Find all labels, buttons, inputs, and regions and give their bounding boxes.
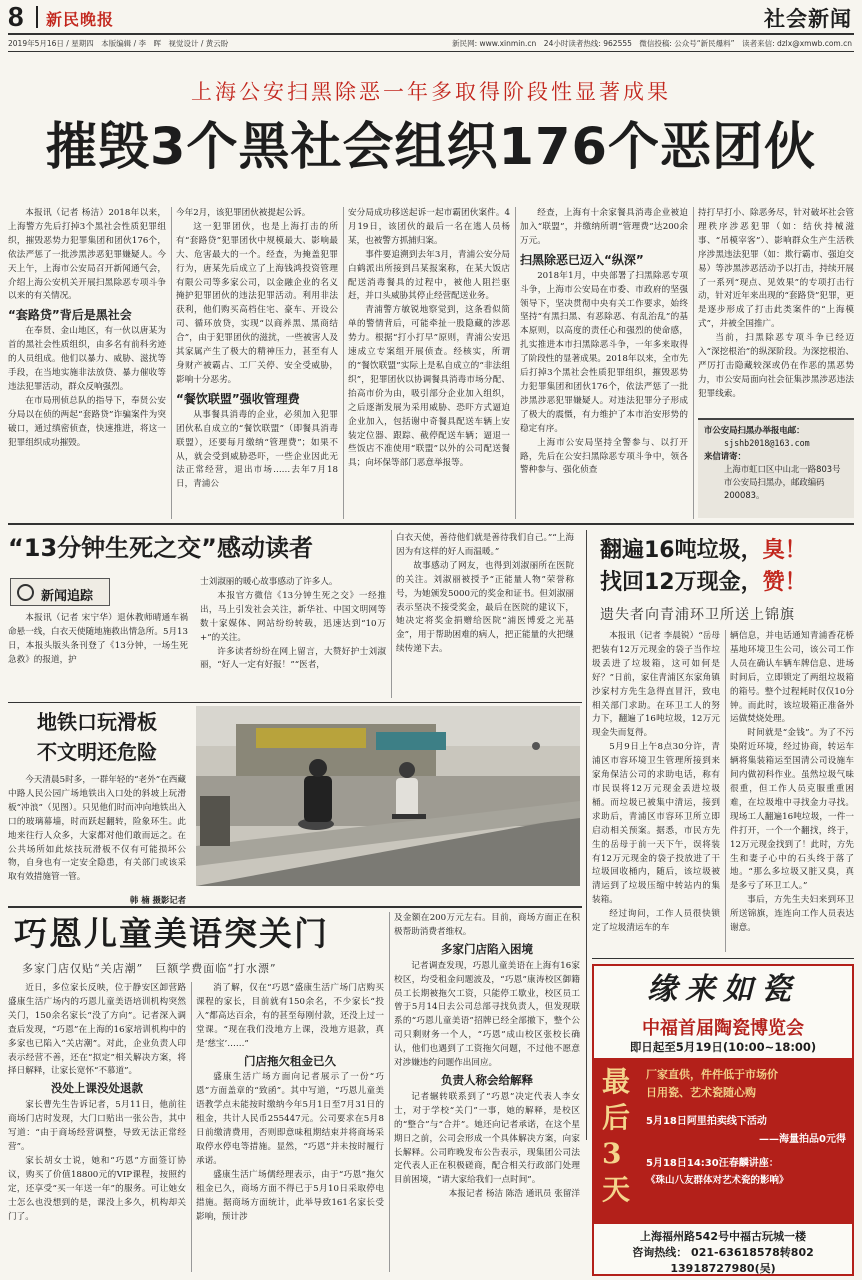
lead-paragraph: 事件要追溯到去年3月，青浦公安分局白鹤派出所接到吕某报案称，在某大饭店配送消毒餐具的过程中，被他人阻拦驱赶，并口头威胁其停止经营配送业务。: [348, 249, 510, 302]
ad-hotline: 咨询热线： 021-63618578转802: [632, 1246, 814, 1259]
trash-paragraph: 本报讯（记者 李晨锐）“岳母把装有12万元现金的袋子当作垃圾丢进了垃圾箱，这可如何是好？”日前，家住青浦区东家角镇沙家村方先生急得直冒汗，致电相关部门求助。在环卫工人的努力下，翻遍了16吨垃圾，12万元现金失而复得。: [592, 631, 720, 739]
story13-paragraph: 士刘淑丽的暖心故事感动了许多人。: [200, 577, 338, 587]
section-rule: [592, 958, 854, 959]
ad-big-chars: 最后3天: [602, 1065, 631, 1206]
tip-box: [698, 418, 854, 518]
story13-paragraph: 许多读者纷纷在网上留言，大赞好护士刘淑丽，“好人一定有好报！”“医者，: [200, 646, 386, 671]
ceramics-ad: [592, 964, 854, 1276]
story13-column-2: [200, 576, 386, 700]
paper-name: 新民晚报: [46, 10, 115, 29]
trash-paragraph: 5月9日上午8点30分许，青浦区市容环境卫生管理所接到来家角保洁公司的求助电话，称有市民误将12万元现金丢进垃圾桶。而垃圾已被集中清运，接到求助后，青浦区市容环卫所立即启动相关预案。据悉，市民方先生的岳母于前一天下午，误将装有12万元现金的袋子投放进了干垃圾回收桶内，随后，该垃圾被清运到了垃圾压缩中转站内的集装箱。: [592, 742, 720, 906]
section-rule: [8, 702, 582, 703]
qiaoen-paragraph: 盛康生活广场儒经理表示，由于“巧恩”拖欠租金已久，商场方面不得已于5月10日采取停电措施。据商场方面统计，此举导致161名家长受影响，预计涉: [196, 1169, 384, 1222]
page-number: 8: [8, 1, 24, 32]
ad-title: 中福首届陶瓷博览会: [642, 1018, 804, 1039]
tip-mail-title: 来信请寄：: [704, 451, 746, 461]
qiaoen-paragraph: 家长曹先生告诉记者，5月11日，他前往商场门店时发现，大门口贴出一张公告，其中写道：“由于商场经营调整，导致无法正常经营”。: [8, 1100, 186, 1152]
column-rule: [515, 207, 516, 519]
lead-paragraph: 这一犯罪团伙，也是上海打击的所有“套路贷”犯罪团伙中规模最大、影响最大、危害最大的一个。经查，为掩盖犯罪行为，唐某先后成立了上海钱鸿投资管理有限公司等多家公司，以金融企业的名义掩护犯罪团伙的违法犯罪活动。利用非法获利，他们购买高档住宅、豪车、开设公司、循环放贷，实现“以商养黑、黑商结合”，由于犯罪团伙的滋扰，一些被害人及其家属产生了极大的精神压力，甚至有人身财产被霸占、工厂关停、安全受威胁，影响十分恶劣。: [176, 221, 338, 385]
trash-headline-text-1: 翻遍16吨垃圾，: [600, 538, 763, 563]
column-rule: [586, 530, 587, 1140]
trash-paragraph: 辆信息，并电话通知青浦香花桥基地环境卫生公司，该公司工作人员在确认车辆车牌信息、进场时间后，立即锁定了两组垃圾箱的箱号。整个过程耗时仅仅10分钟。而此时，该垃圾箱正准备外运做焚烧处理。: [730, 631, 854, 725]
qiaoen-subhead-1: 没处上课没处退款: [51, 1081, 143, 1096]
tip-mail-address: 上海市虹口区中山北一路803号市公安局扫黑办，邮政编码200083。: [724, 464, 841, 500]
ad-dates: 即日起至5月19日(10:00~18:00): [629, 1040, 817, 1054]
story13-paragraph: 本报官方微信《13分钟生死之交》一经推出，马上引发社会关注，新华社、中国文明网等数十家媒体、网站纷纷转载，迅速达到“10万+”的关注。: [200, 590, 386, 643]
qiaoen-subhead-2: 门店拖欠租金已久: [244, 1053, 336, 1068]
column-rule: [391, 530, 392, 698]
story13-paragraph: 白衣天使，善待他们就是善待我们自己。”“上海因为有这样的好人而温暖。”: [396, 533, 574, 557]
badge-circle-icon: [17, 584, 34, 601]
lead-paragraph: 本报讯（记者 杨洁）2018年以来，上海警方先后打掉3个黑社会性质犯罪组织，摧毁恶势力犯罪集团和团伙176个，依法严惩了一批涉黑涉恶犯罪嫌疑人。今天上午，上海市公安局召开新闻通气会，介绍上海公安机关开展扫黑除恶专项斗争以来的有关情况。: [8, 208, 166, 302]
lead-paragraph: 在市局刑侦总队的指导下，奉贤公安分局以在侦的两起“套路贷”诈骗案件为突破口，通过缜密侦查，快速推进，将这一犯罪组织成功摧毁。: [8, 395, 166, 448]
trash-headline-emphasis-1: 臭！: [762, 538, 807, 563]
metro-body: [8, 774, 186, 892]
section-rule: [8, 906, 582, 908]
ad-event-1b: ——海量拍品0元得: [759, 1134, 846, 1145]
ad-address: [594, 1228, 852, 1244]
lead-subhead: 扫黑除恶已迈入“纵深”: [520, 252, 644, 267]
ad-brand: 缘来如瓷: [647, 972, 799, 1007]
column-rule: [191, 982, 192, 1272]
section-title: 社会新闻: [764, 7, 852, 31]
trash-column-1: [592, 630, 720, 954]
header-divider: [36, 6, 38, 28]
lead-kicker: 上海公安扫黑除恶一年多取得阶段性显著成果: [191, 80, 671, 104]
header-rule-2: [8, 51, 854, 52]
trash-paragraph: 经过询问，工作人员很快锁定了垃圾清运车的车: [592, 909, 720, 934]
contact-line: 新民网: www.xinmin.cn 24小时读者热线: 962555 微信投稿: 公众号“新民爆料” 读者来信: dzlx@xmwb.com.cn: [452, 39, 852, 48]
lead-paragraph: 当前，扫黑除恶专项斗争已经迈入“深挖根治”的纵深阶段。为深挖根治、严厉打击隐藏较深或仍在作恶的黑恶势力，市公安局面向社会征集涉黑涉恶违法犯罪线索。: [698, 333, 854, 399]
lead-column-5: [698, 207, 854, 417]
lead-paragraph: 上海市公安局坚持全警参与、以打开路，先后在公安扫黑除恶专项斗争中，领各警种参与、强化侦查: [520, 437, 688, 476]
qiaoen-paragraph: 及金额在200万元左右。目前，商场方面正在积极帮助消费者维权。: [394, 913, 580, 937]
trash-paragraph: 事后，方先生夫妇来到环卫所送锦旗，连连向工作人员表达谢意。: [730, 895, 854, 934]
badge-label: 新闻追踪: [41, 589, 94, 604]
metro-paragraph: 今天清晨5时多，一群年轻的“老外”在西藏中路人民公园广场地铁出入口处的斜坡上玩滑板“冲浪”（见图）。只见他们时而冲向地铁出入口的玻璃幕墙，时而跃起翻转，险象环生。此地来往行人众多，大家都对他们敢而远之。在公共场所如此炫技玩滑板不仅有可能损坏公物，自身也有一定安全隐患，有关部门或该采取有效措施管一管。: [8, 775, 186, 883]
ad-address-text: 上海福州路542号中福古玩城一楼: [640, 1230, 806, 1243]
column-rule: [343, 207, 344, 519]
metro-photo-credit: 韩 楠 摄影记者: [129, 895, 186, 905]
ad-mobile: 13918727980(吴): [670, 1262, 776, 1275]
trash-column-2: [730, 630, 854, 954]
column-rule: [171, 207, 172, 519]
trash-paragraph: 时间就是“金钱”。为了不污染附近环境，经过协商，转运车辆将集装箱运至国清公司设施车间内做初科作业。虽然垃圾气味很重，但工作人员克服重重困难，在垃圾堆中寻找金力寻找。现场工人翻遍16吨垃圾，一件一件打开，一个一个翻找，终于，12万元现金找到了！此时，方先生和妻子心中的石头终于落了地。“那么多垃圾又脏又臭，真是多亏了环卫工人。”: [730, 728, 854, 892]
qiaoen-subhead: 多家门店仅贴“关店潮” 巨额学费面临“打水漂”: [22, 962, 277, 975]
lead-headline: 摧毁3个黑社会组织176个恶团伙: [46, 118, 816, 177]
story13-headline: “13分钟生死之交”感动读者: [8, 534, 313, 562]
lead-paragraph: 在奉贤、金山地区，有一伙以唐某为首的黑社会性质组织，由多名有前科劣迹的人员组成。他们以暴力、威胁、滋扰等手段，在当地实施非法放贷、暴力催收等违法犯罪活动，群众反响强烈。: [8, 326, 166, 392]
lead-paragraph: 2018年1月，中央部署了扫黑除恶专项斗争，上海市公安局在市委、市政府的坚强领导下，坚决贯彻中央有关工作要求，始终坚持“有黑扫黑、有恶除恶、有乱治乱”的基本原则，以高度的责任心和强烈的使命感，扎实推进本市扫黑除恶斗争，一年多来取得了阶段性的显著成果。2018年以来，全市先后打掉3个黑社会性质犯罪组织，摧毁恶势力犯罪集团和团伙176个，依法严惩了一批涉黑涉恶犯罪嫌疑人。对违法犯罪分子形成了极大的震慑，有力维护了本市治安形势的稳定有序。: [520, 270, 688, 434]
story13-column-1: [8, 612, 188, 700]
qiaoen-subhead-4: 负责人称会给解释: [441, 1072, 533, 1087]
lead-column-2: [176, 207, 338, 519]
qiaoen-paragraph: 家长胡女士说，她和“巧恩”方面签订协议，购买了价值18800元的VIP课程，按照约定，还享受“买一年送一年”的服务。可让她女士怎么也没想到的是，课没上多久，机构却关门了。: [8, 1155, 186, 1222]
lead-subhead: “套路贷”背后是黑社会: [8, 308, 132, 323]
news-follow-badge: [10, 578, 110, 606]
trash-subhead: 遗失者向青浦环卫所送上锦旗: [600, 607, 795, 623]
lead-subhead: “餐饮联盟”强收管理费: [176, 391, 300, 406]
qiaoen-byline: 本报记者 杨洁 陈浩 通讯员 张留洋: [448, 1189, 580, 1200]
lead-paragraph: 今年2月，该犯罪团伙被提起公诉。: [176, 208, 311, 218]
lead-paragraph: 从事餐具消毒的企业，必须加入犯罪团伙私自成立的“餐饮联盟”（即餐具消毒联盟），还要每月缴纳“管理费”；如果不从，就会受到威胁恐吓，一些企业因此无法正常经营，退出市场……去年7月18日，青浦公: [176, 409, 338, 490]
tip-email-title: 市公安局扫黑办举报电邮：: [704, 425, 805, 435]
qiaoen-subhead-3: 多家门店陷入困境: [441, 941, 533, 956]
lead-column-1: [8, 207, 166, 519]
lead-paragraph: 经查，上海有十余家餐具消毒企业被迫加入“联盟”，并缴纳所谓“管理费”达200余万元。: [520, 208, 688, 246]
metro-headline-line-2: 不文明还危险: [37, 740, 157, 764]
trash-headline-line-1: [600, 536, 854, 566]
story13-paragraph: 故事感动了网友，也得到刘淑丽所在医院的关注。刘淑丽被授予“正能量人物”荣誉称号，为她颁发5000元的奖金和证书。但刘淑丽表示坚决不接受奖金，最后在医院的建议下，她决定将奖金捐赠给医院“浦医博爱之光基金”，用于帮助困难的病人，把正能量的火把继续传递下去。: [396, 560, 574, 655]
ad-red-panel: [594, 1058, 852, 1224]
lead-paragraph: 安分局成功移送起诉一起市霸团伙案件。4月19日，该团伙的最后一名在逃人员杨某，也被警方抓捕归案。: [348, 208, 510, 246]
dateline: 2019年5月16日 / 星期四 本版编辑 / 李 晖 视觉设计 / 黄云盼: [8, 39, 229, 48]
qiaoen-paragraph: 记者调查发现，巧恩儿童美语在上海有16家校区，均受租金问题波及，“巧恩”康涛校区御籍员工长期被拖欠工资，只能停工歇业，校区员工曾于5月14日去公司总部寻找负责人，但发现联系的“巧恩儿童美语”招牌已经全部撤下，整个公司只剩财务一个人，“巧恩”成山校区张校长确认，他们也遇到了工资拖欠问题，不过他不愿意对涉嫌违约问题作出回应。: [394, 960, 580, 1069]
lead-paragraph: 持打早打小、除恶务尽，针对破坏社会管理秩序涉恶犯罪（如：结伙持械滋事、“吊模宰客”）、影响群众生产生活秩序涉黑违法犯罪（如：欺行霸市、强迫交易）等涉黑涉恶活动予以打击，持续开展了一系列“现点、见效果”的专项打击行动，针对近年来出现的“套路贷”犯罪，更是逐步形成了打击此类案件的“上海模式”，并被全国推广。: [698, 208, 854, 330]
trash-headline-emphasis-2: 赞！: [762, 570, 807, 595]
ad-event-2: 5月18日14:30汪春麟讲座：: [646, 1158, 779, 1169]
qiaoen-column-1: [8, 982, 186, 1274]
column-rule: [693, 207, 694, 519]
qiaoen-paragraph: 记者辗转联系到了“巧恩”决定代表人李女士，对于学校“关门”一事，她的解释，是校区的“整合”与“合并”。她还向记者承诺，在这个星期日之前，公司会形成一个具体解决方案，向家长解释。公司昨晚发布公告表示，现集团公司法定代表人正在积极磋商，配合相关行政部门处理目前困境，“请大家给我们一点时间”。: [394, 1091, 580, 1186]
qiaoen-column-3: [394, 912, 580, 1274]
qiaoen-paragraph: 近日，多位家长反映，位于静安区卸营路盛康生活广场内的巧恩儿童美语培训机构突然关门，150余名家长“没了方向”。记者深入调查后发现，“巧恩”在上海的16家培训机构中的多家也已陷入“关店潮”。对此，企业负责人印表示经营不善，还在“拟定”相关解决方案，将择日解释，让家长宽怀“不慕道”。: [8, 983, 186, 1077]
qiaoen-paragraph: 盛康生活广场方面向记者展示了一份“巧恩”方面盖章的“致函”。其中写道，“巧恩儿童美语教学点未能按时缴纳今年5月1日至7月31日的租金，共计人民币255447元。公司要求在5月8日前缴清费用，否则即意味租期结束并将商场采取停水停电等措施。显然，“巧恩”并未按时履行承诺。: [196, 1072, 384, 1166]
story13-column-3: [396, 532, 574, 700]
skateboard-scene: [196, 706, 580, 886]
section-rule: [8, 523, 854, 525]
trash-headline-text-2: 找回12万现金，: [600, 570, 763, 595]
column-rule: [725, 630, 726, 952]
column-rule: [389, 912, 390, 1272]
ad-event-2b: 《珠山八友群体对艺术瓷的影响》: [646, 1175, 789, 1186]
trash-headline-line-2: [600, 568, 854, 598]
skateboard-photo: [196, 706, 580, 886]
lead-paragraph: 青浦警方敏锐地察觉到，这条看似简单的警情背后，可能牵扯一股隐藏的涉恶势力。根据“打小打早”原则，青浦公安迅速成立专案组开展侦查。经核实，所谓的“餐饮联盟”实际上是私自成立的“非法组织”，犯罪团伙以协调餐具消毒市场分配、抬高市价为由，吸引部分企业加入组织，之后逐渐发展为采用威胁、恐吓方式逼迫企业加入，包括谢中奇餐具配送车辆上安装定位器、跟踪、截停配送车辆；逼退一些饭店不准使用“联盟”以外的公司配送餐具；向坏保等部门恶意举报等。: [348, 305, 510, 469]
lead-column-3: [348, 207, 510, 519]
metro-headline-line-1: 地铁口玩滑板: [37, 710, 157, 734]
qiaoen-paragraph: 消了解，仅在“巧恩”盛康生活广场门店购买课程的家长，目前就有150余名，不少家长“投入”都高达百余，有的甚至每刚付款，还没上过一堂课。“现在我们没地方上课，没地方退款，真是‘慈宝’……”: [196, 983, 384, 1049]
qiaoen-column-2: [196, 982, 384, 1274]
ad-banner-2: 日用瓷、艺术瓷随心购: [646, 1086, 756, 1099]
header-rule: [8, 33, 854, 35]
tip-email[interactable]: sjshb2018@163.com: [724, 438, 810, 448]
ad-event-1: 5月18日阿里拍卖线下活动: [646, 1116, 767, 1127]
lead-column-4: [520, 207, 688, 519]
story13-paragraph: 本报讯（记者 宋宁华）退休教师晴通车祸命悬一线，白衣天使随地施救出情急所。5月13日，本报头版头条刊登了《13分钟，一场生死急救》的报道，护: [8, 613, 188, 665]
ad-banner-1: 厂家直供，件件低于市场价: [646, 1068, 778, 1081]
qiaoen-headline: 巧恩儿童美语突关门: [14, 914, 329, 953]
